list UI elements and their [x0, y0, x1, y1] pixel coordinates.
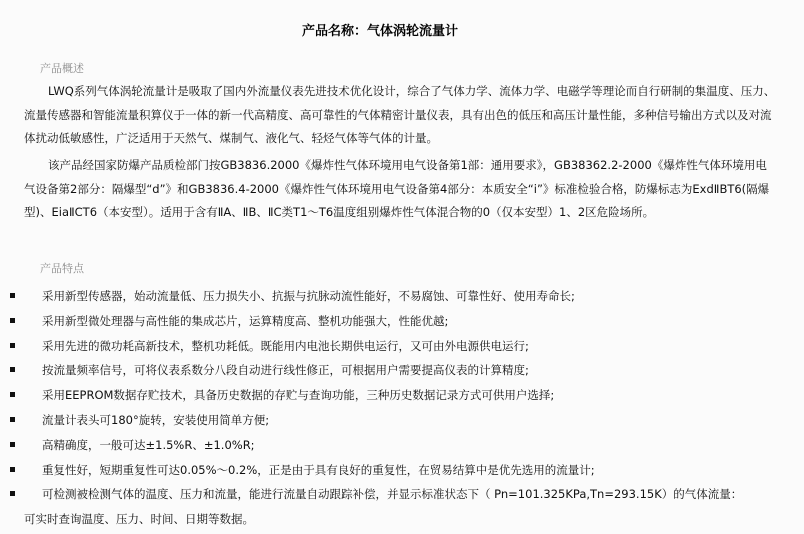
bullet-icon	[10, 343, 15, 348]
feature-item: 高精确度，一般可达±1.5%R、±1.0%R;	[0, 433, 804, 458]
bullet-icon	[10, 491, 15, 496]
feature-item: 可检测被检测气体的温度、压力和流量，能进行流量自动跟踪补偿，并显示标准状态下（ Pn=101.325KPa,Tn=293.15K）的气体流量： 可实时查询温度、压力、时间、日期等数据。	[0, 482, 804, 532]
features-list	[0, 284, 804, 532]
feature-item: 流量计表头可180°旋转，安装使用简单方便;	[0, 408, 804, 433]
feature-item: 重复性好，短期重复性可达0.05%～0.2%，正是由于具有良好的重复性，在贸易结算中是优先选用的流量计;	[0, 458, 804, 483]
overview-paragraph-1: LWQ系列气体涡轮流量计是吸取了国内外流量仪表先进技术优化设计，综合了气体力学、流体力学、电磁学等理论而自行研制的集温度、压力、流量传感器和智能流量积算仪于一体的新一代高精度、高可靠性的气体精密计量仪表，具有出色的低压和高压计量性能，多种信号输出方式以及对流体扰动低敏感性，广泛适用于天然气、煤制气、液化气、轻烃气体等气体的计量。	[24, 84, 776, 145]
bullet-icon	[10, 318, 15, 323]
bullet-icon	[10, 367, 15, 372]
feature-item: 采用先进的微功耗高新技术，整机功耗低。既能用内电池长期供电运行，又可由外电源供电运行;	[0, 334, 804, 359]
feature-item-continuation: 可实时查询温度、压力、时间、日期等数据。	[24, 512, 254, 527]
bullet-icon	[10, 293, 15, 298]
features-heading: 产品特点	[40, 262, 84, 275]
bullet-icon	[10, 392, 15, 397]
feature-item: 按流量频率信号，可将仪表系数分八段自动进行线性修正，可根据用户需要提高仪表的计算精度;	[0, 358, 804, 383]
feature-item: 采用新型传感器，始动流量低、压力损失小、抗振与抗脉动流性能好，不易腐蚀、可靠性好、使用寿命长;	[0, 284, 804, 309]
overview-paragraph-2: 该产品经国家防爆产品质检部门按GB3836.2000《爆炸性气体环境用电气设备第1部：通用要求》，GB38362.2-2000《爆炸性气体环境用电气设备第2部分：隔爆型“d”》和GB3836.4-2000《爆炸性气体环境用电气设备第4部分：本质安全“i”》标准检验合格，防爆标志为ExdⅡBT6(隔爆型)、EiaⅡCT6（本安型）。适用于含有ⅡA、ⅡB、ⅡC类T1～T6温度组别爆炸性气体混合物的0（仅本安型）1、2区危险场所。	[24, 158, 770, 219]
bullet-icon	[10, 467, 15, 472]
feature-item: 采用新型微处理器与高性能的集成芯片，运算精度高、整机功能强大，性能优越;	[0, 309, 804, 334]
bullet-icon	[10, 417, 15, 422]
overview-heading: 产品概述	[40, 62, 84, 75]
feature-item: 采用EEPROM数据存贮技术，具备历史数据的存贮与查询功能，三种历史数据记录方式可供用户选择;	[0, 383, 804, 408]
page-title: 产品名称：气体涡轮流量计	[301, 24, 458, 39]
bullet-icon	[10, 442, 15, 447]
